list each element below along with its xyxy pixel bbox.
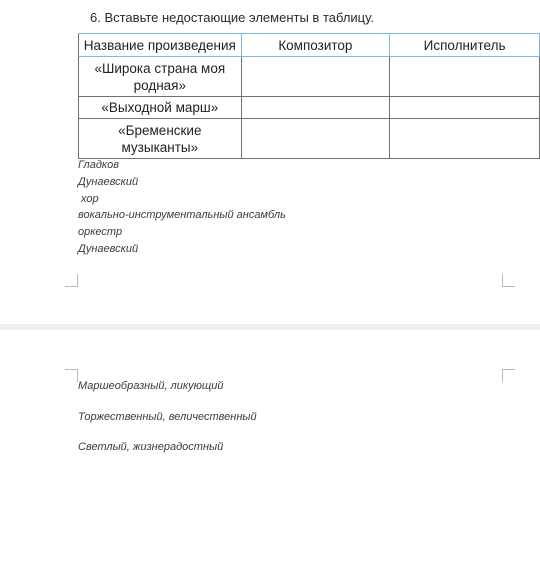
- performer-cell[interactable]: [390, 97, 540, 119]
- mood-item: Светлый, жизнерадостный: [78, 441, 224, 453]
- work-title-cell: «Бременские музыканты»: [79, 119, 242, 159]
- page-corner-mark: [502, 274, 515, 287]
- work-title-cell: «Широка страна моя родная»: [79, 57, 242, 97]
- composer-cell[interactable]: [241, 119, 389, 159]
- word-item: оркестр: [78, 226, 123, 239]
- table-header-row: [79, 34, 540, 57]
- task-heading: 6. Вставьте недостающие элементы в таблицу.: [90, 10, 374, 25]
- page-separator: [0, 324, 540, 330]
- page-corner-mark: [502, 369, 515, 382]
- performer-cell[interactable]: [390, 119, 540, 159]
- mood-item: Торжественный, величественный: [78, 411, 257, 423]
- word-item: Гладков: [78, 159, 119, 171]
- composer-cell[interactable]: [241, 57, 389, 97]
- table-row: [79, 119, 540, 159]
- table-row: [79, 97, 540, 119]
- works-table: [78, 33, 540, 159]
- composer-cell[interactable]: [241, 97, 389, 119]
- table-row: [79, 57, 540, 97]
- header-title: Название произведения: [79, 34, 242, 57]
- performer-cell[interactable]: [390, 57, 540, 97]
- word-item: Дунаевский: [78, 175, 139, 188]
- word-bank: [78, 157, 286, 258]
- page-corner-mark: [65, 369, 78, 382]
- word-item: Дунаевский: [78, 242, 139, 255]
- header-composer: Композитор: [241, 34, 389, 57]
- mood-item: Маршеобразный, ликующий: [78, 380, 224, 392]
- page-corner-mark: [65, 274, 78, 287]
- work-title-cell: «Выходной марш»: [79, 97, 242, 119]
- header-performer: Исполнитель: [390, 34, 540, 57]
- word-item: вокально-инструментальный ансамбль: [78, 209, 286, 222]
- word-item: хор: [78, 192, 99, 205]
